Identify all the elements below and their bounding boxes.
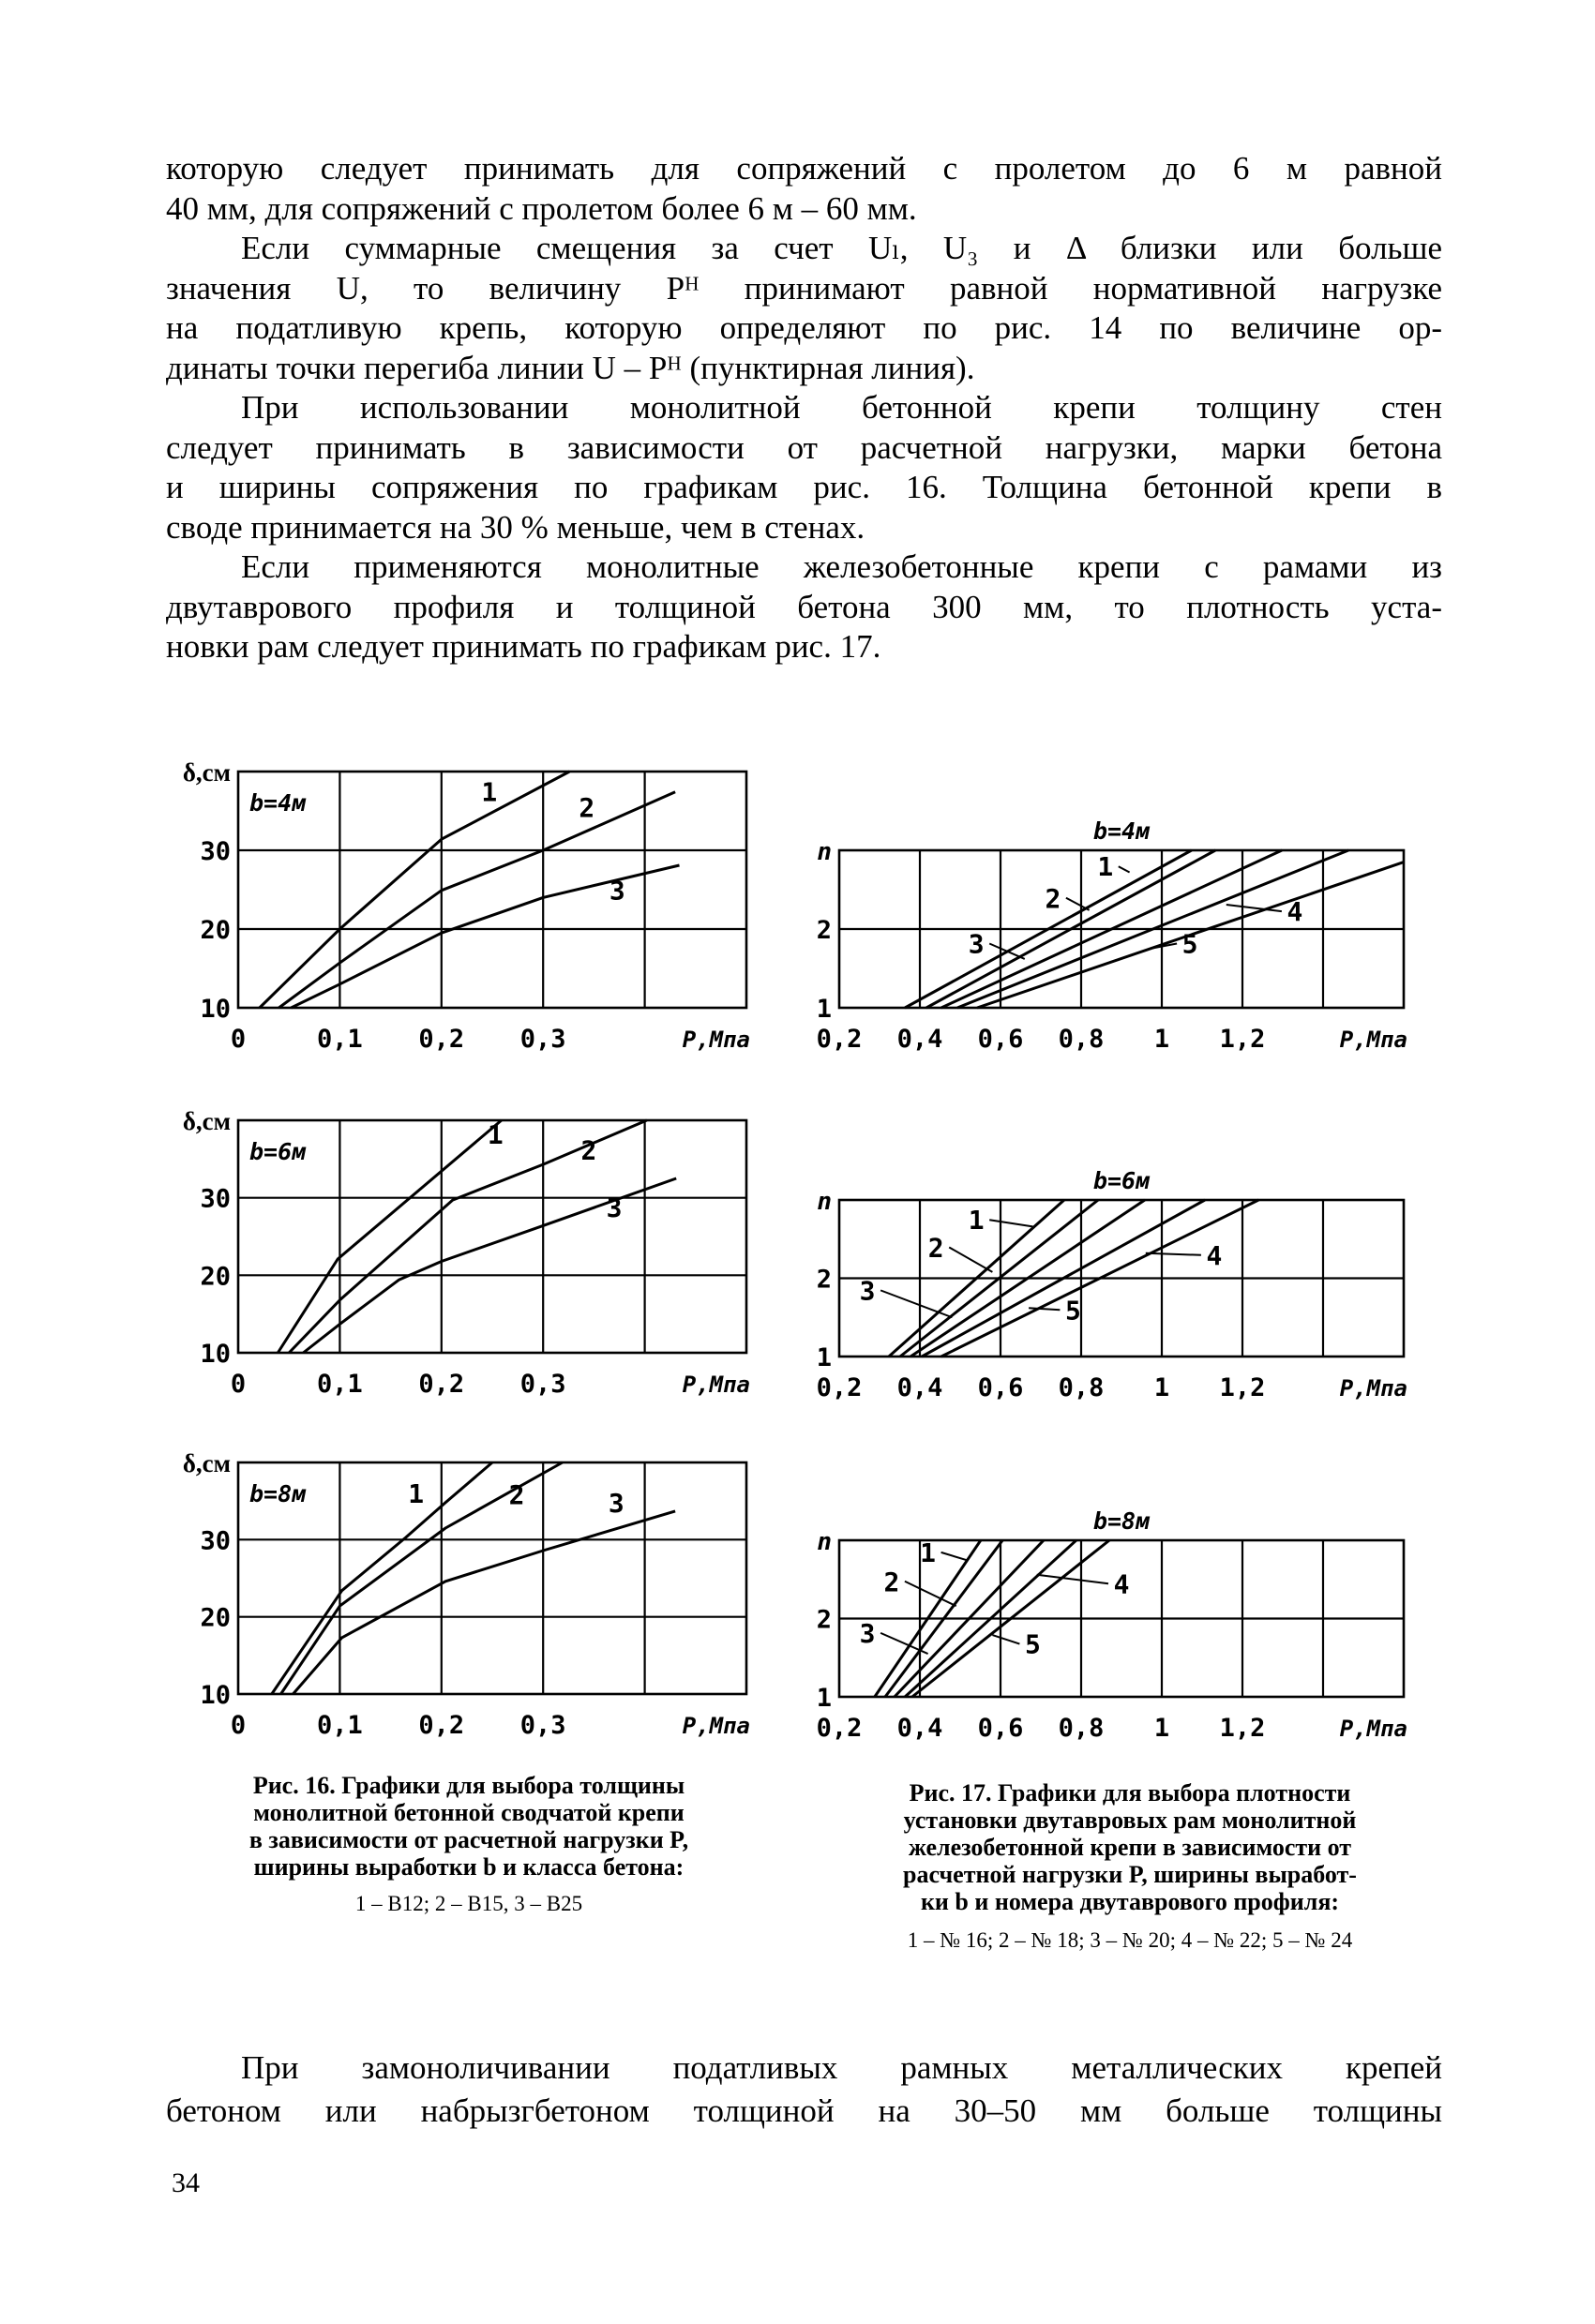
chart-panel bbox=[183, 758, 750, 1054]
y-axis-label: n bbox=[817, 1188, 832, 1216]
x-axis-label: P,Мпа bbox=[1339, 1027, 1407, 1053]
x-tick-label: 1 bbox=[1153, 1714, 1170, 1743]
curve-label-1: 1 bbox=[487, 1119, 504, 1151]
x-tick-label: 0,6 bbox=[977, 1025, 1024, 1054]
x-tick-label: 0,2 bbox=[816, 1714, 863, 1743]
panel-title: b=4м bbox=[1092, 817, 1151, 845]
curve-label-4: 4 bbox=[1287, 896, 1303, 928]
x-axis-label: P,Мпа bbox=[682, 1372, 750, 1398]
curve-label-4: 4 bbox=[1206, 1239, 1223, 1271]
curve-label-3: 3 bbox=[968, 928, 985, 960]
curve-label-5: 5 bbox=[1064, 1295, 1081, 1327]
x-tick-label: 1,2 bbox=[1219, 1714, 1266, 1743]
text-line: Если суммарные смещения за счет Uₗ, U₃ и Δ близки или больше bbox=[241, 230, 1442, 266]
fig17-caption-line: ки b и номера двутаврового профиля: bbox=[920, 1888, 1340, 1915]
x-tick-label: 0,2 bbox=[418, 1711, 465, 1740]
fig17-caption-title: Рис. 17. bbox=[909, 1779, 992, 1807]
curve-label-1: 1 bbox=[408, 1478, 425, 1510]
curve-label-4: 4 bbox=[1113, 1568, 1130, 1600]
x-tick-label: 0,3 bbox=[519, 1711, 566, 1740]
leader-line bbox=[1119, 866, 1130, 872]
x-axis-label: P,Мпа bbox=[682, 1713, 750, 1739]
curve-label-3: 3 bbox=[606, 1192, 623, 1223]
x-tick-label: 1,2 bbox=[1219, 1373, 1266, 1402]
x-tick-label: 0 bbox=[230, 1711, 247, 1740]
x-tick-label: 0,2 bbox=[418, 1370, 465, 1399]
chart-panel bbox=[817, 1167, 1407, 1402]
y-tick-label: 10 bbox=[200, 1681, 231, 1710]
y-axis-label: n bbox=[817, 1528, 832, 1556]
fig16-caption-line: монолитной бетонной сводчатой крепи bbox=[253, 1799, 685, 1826]
chart-panel bbox=[183, 1449, 750, 1740]
fig16-legend: 1 – В12; 2 – В15, 3 – В25 bbox=[354, 1892, 583, 1915]
fig17-caption-line: железобетонной крепи в зависимости от bbox=[908, 1834, 1352, 1861]
text-line: следует принимать в зависимости от расчетной нагрузки, марки бетона bbox=[166, 428, 1442, 466]
leader-line bbox=[1066, 898, 1090, 910]
leader-line bbox=[989, 1220, 1032, 1226]
x-tick-label: 0,6 bbox=[977, 1373, 1024, 1402]
panel-title: b=8м bbox=[249, 1480, 307, 1507]
text-line: на податливую крепь, которую определяют по рис. 14 по величине ор- bbox=[166, 309, 1442, 346]
leader-line bbox=[941, 1552, 969, 1561]
y-tick-label: 1 bbox=[816, 1343, 832, 1372]
curve-label-3: 3 bbox=[859, 1617, 876, 1649]
curve-label-5: 5 bbox=[1024, 1628, 1041, 1660]
x-tick-label: 0,2 bbox=[816, 1025, 863, 1054]
curve-label-2: 2 bbox=[508, 1478, 525, 1510]
leader-line bbox=[992, 1635, 1019, 1644]
fig16-caption-line: в зависимости от расчетной нагрузки P, bbox=[248, 1826, 689, 1853]
x-axis-label: P,Мпа bbox=[1339, 1716, 1407, 1742]
text-line: своде принимается на 30 % меньше, чем в стенах. bbox=[166, 508, 865, 546]
leader-line bbox=[1146, 1253, 1201, 1255]
text-line: и ширины сопряжения по графикам рис. 16. Толщина бетонной крепи в bbox=[166, 469, 1442, 505]
x-tick-label: 0,8 bbox=[1058, 1373, 1105, 1402]
curve-label-3: 3 bbox=[609, 875, 625, 907]
leader-line bbox=[949, 1247, 992, 1271]
fig17-caption-line: установки двутавровых рам монолитной bbox=[903, 1807, 1357, 1834]
fig17-caption-line: Графики для выбора плотности bbox=[998, 1779, 1351, 1807]
curve-label-2: 2 bbox=[1045, 882, 1061, 914]
x-tick-label: 0 bbox=[230, 1370, 247, 1399]
fig17-legend: 1 – № 16; 2 – № 18; 3 – № 20; 4 – № 22; 5 – № 24 bbox=[907, 1928, 1353, 1952]
fig16-caption bbox=[159, 1772, 778, 1917]
fig17-caption bbox=[830, 1779, 1430, 1954]
x-tick-label: 1,2 bbox=[1219, 1025, 1266, 1054]
x-tick-label: 0,4 bbox=[896, 1025, 943, 1054]
curve-label-2: 2 bbox=[927, 1232, 944, 1264]
fig16-caption-title: Рис. 16. bbox=[252, 1772, 336, 1799]
y-tick-label: 30 bbox=[200, 1526, 231, 1556]
curve-label-1: 1 bbox=[1097, 851, 1114, 883]
x-tick-label: 0,1 bbox=[317, 1711, 363, 1740]
y-tick-label: 30 bbox=[200, 837, 231, 866]
x-tick-label: 0,4 bbox=[896, 1373, 943, 1402]
x-tick-label: 0,1 bbox=[317, 1025, 363, 1054]
plot-frame bbox=[238, 1462, 746, 1694]
curve-label-2: 2 bbox=[579, 792, 595, 824]
text-line: значения U, то величину Pᴴ принимают равной нормативной нагрузке bbox=[166, 269, 1442, 307]
x-tick-label: 0,2 bbox=[816, 1373, 863, 1402]
text-line: Если применяются монолитные железобетонные крепи с рамами из bbox=[241, 548, 1442, 585]
x-tick-label: 0,3 bbox=[519, 1370, 566, 1399]
y-tick-label: 10 bbox=[200, 995, 231, 1024]
y-tick-label: 20 bbox=[200, 1603, 231, 1633]
chart-panel bbox=[183, 1107, 750, 1399]
chart-panel bbox=[817, 817, 1407, 1054]
panel-title: b=4м bbox=[249, 789, 307, 817]
x-tick-label: 0 bbox=[230, 1025, 247, 1054]
curve-label-1: 1 bbox=[481, 776, 498, 808]
fig17-caption-line: расчетной нагрузки P, ширины выработ- bbox=[903, 1861, 1357, 1888]
panel-title: b=8м bbox=[1092, 1507, 1151, 1535]
text-line: При замоноличивании податливых рамных металлических крепей bbox=[241, 2049, 1442, 2086]
y-tick-label: 1 bbox=[816, 995, 832, 1024]
x-tick-label: 0,1 bbox=[317, 1370, 363, 1399]
text-line: При использовании монолитной бетонной крепи толщину стен bbox=[241, 389, 1442, 426]
text-line: двутаврового профиля и толщиной бетона 300 мм, то плотность уста- bbox=[166, 588, 1442, 625]
x-axis-label: P,Мпа bbox=[1339, 1375, 1407, 1402]
x-tick-label: 0,8 bbox=[1058, 1025, 1105, 1054]
chart-panel bbox=[817, 1507, 1407, 1743]
plot-frame bbox=[238, 1120, 746, 1353]
leader-line bbox=[880, 1290, 952, 1317]
curve-label-3: 3 bbox=[608, 1488, 624, 1520]
curve-label-1: 1 bbox=[920, 1537, 937, 1568]
text-line: 40 мм, для сопряжений с пролетом более 6 м – 60 мм. bbox=[166, 189, 917, 227]
text-line: которую следует принимать для сопряжений с пролетом до 6 м равной bbox=[166, 150, 1442, 187]
leader-line bbox=[1037, 1575, 1108, 1584]
panel-title: b=6м bbox=[1092, 1167, 1151, 1194]
y-tick-label: 2 bbox=[816, 916, 832, 945]
x-tick-label: 1 bbox=[1153, 1373, 1170, 1402]
curve-label-5: 5 bbox=[1181, 928, 1198, 960]
y-tick-label: 30 bbox=[200, 1184, 231, 1214]
x-axis-label: P,Мпа bbox=[682, 1027, 750, 1053]
leader-line bbox=[905, 1582, 956, 1606]
y-axis-label: δ,см bbox=[182, 758, 231, 787]
series-line-1 bbox=[260, 772, 570, 1008]
y-tick-label: 10 bbox=[200, 1340, 231, 1369]
y-tick-label: 2 bbox=[816, 1605, 832, 1635]
x-tick-label: 1 bbox=[1153, 1025, 1170, 1054]
series-line-3 bbox=[293, 1511, 676, 1694]
panel-title: b=6м bbox=[249, 1138, 307, 1165]
x-tick-label: 0,6 bbox=[977, 1714, 1024, 1743]
x-tick-label: 0,3 bbox=[519, 1025, 566, 1054]
x-tick-label: 0,8 bbox=[1058, 1714, 1105, 1743]
curve-label-2: 2 bbox=[580, 1134, 597, 1166]
text-line: новки рам следует принимать по графикам рис. 17. bbox=[166, 628, 881, 665]
series-line-1 bbox=[278, 1120, 502, 1353]
fig16-caption-line: ширины выработки b и класса бетона: bbox=[253, 1853, 685, 1881]
y-tick-label: 1 bbox=[816, 1684, 832, 1713]
curve-label-1: 1 bbox=[968, 1205, 985, 1237]
x-tick-label: 0,4 bbox=[896, 1714, 943, 1743]
y-axis-label: n bbox=[817, 838, 832, 866]
curve-label-3: 3 bbox=[859, 1275, 876, 1307]
y-axis-label: δ,см bbox=[182, 1449, 231, 1477]
y-axis-label: δ,см bbox=[182, 1107, 231, 1135]
curve-label-2: 2 bbox=[883, 1566, 900, 1597]
x-tick-label: 0,2 bbox=[418, 1025, 465, 1054]
text-line: бетоном или набрызгбетоном толщиной на 30–50 мм больше толщины bbox=[166, 2092, 1442, 2129]
page-number: 34 bbox=[172, 2167, 200, 2198]
y-tick-label: 20 bbox=[200, 1262, 231, 1292]
fig16-caption-line: Графики для выбора толщины bbox=[341, 1772, 685, 1799]
text-line: динаты точки перегиба линии U – Pᴴ (пунктирная линия). bbox=[166, 349, 975, 386]
y-tick-label: 20 bbox=[200, 916, 231, 945]
y-tick-label: 2 bbox=[816, 1265, 832, 1295]
